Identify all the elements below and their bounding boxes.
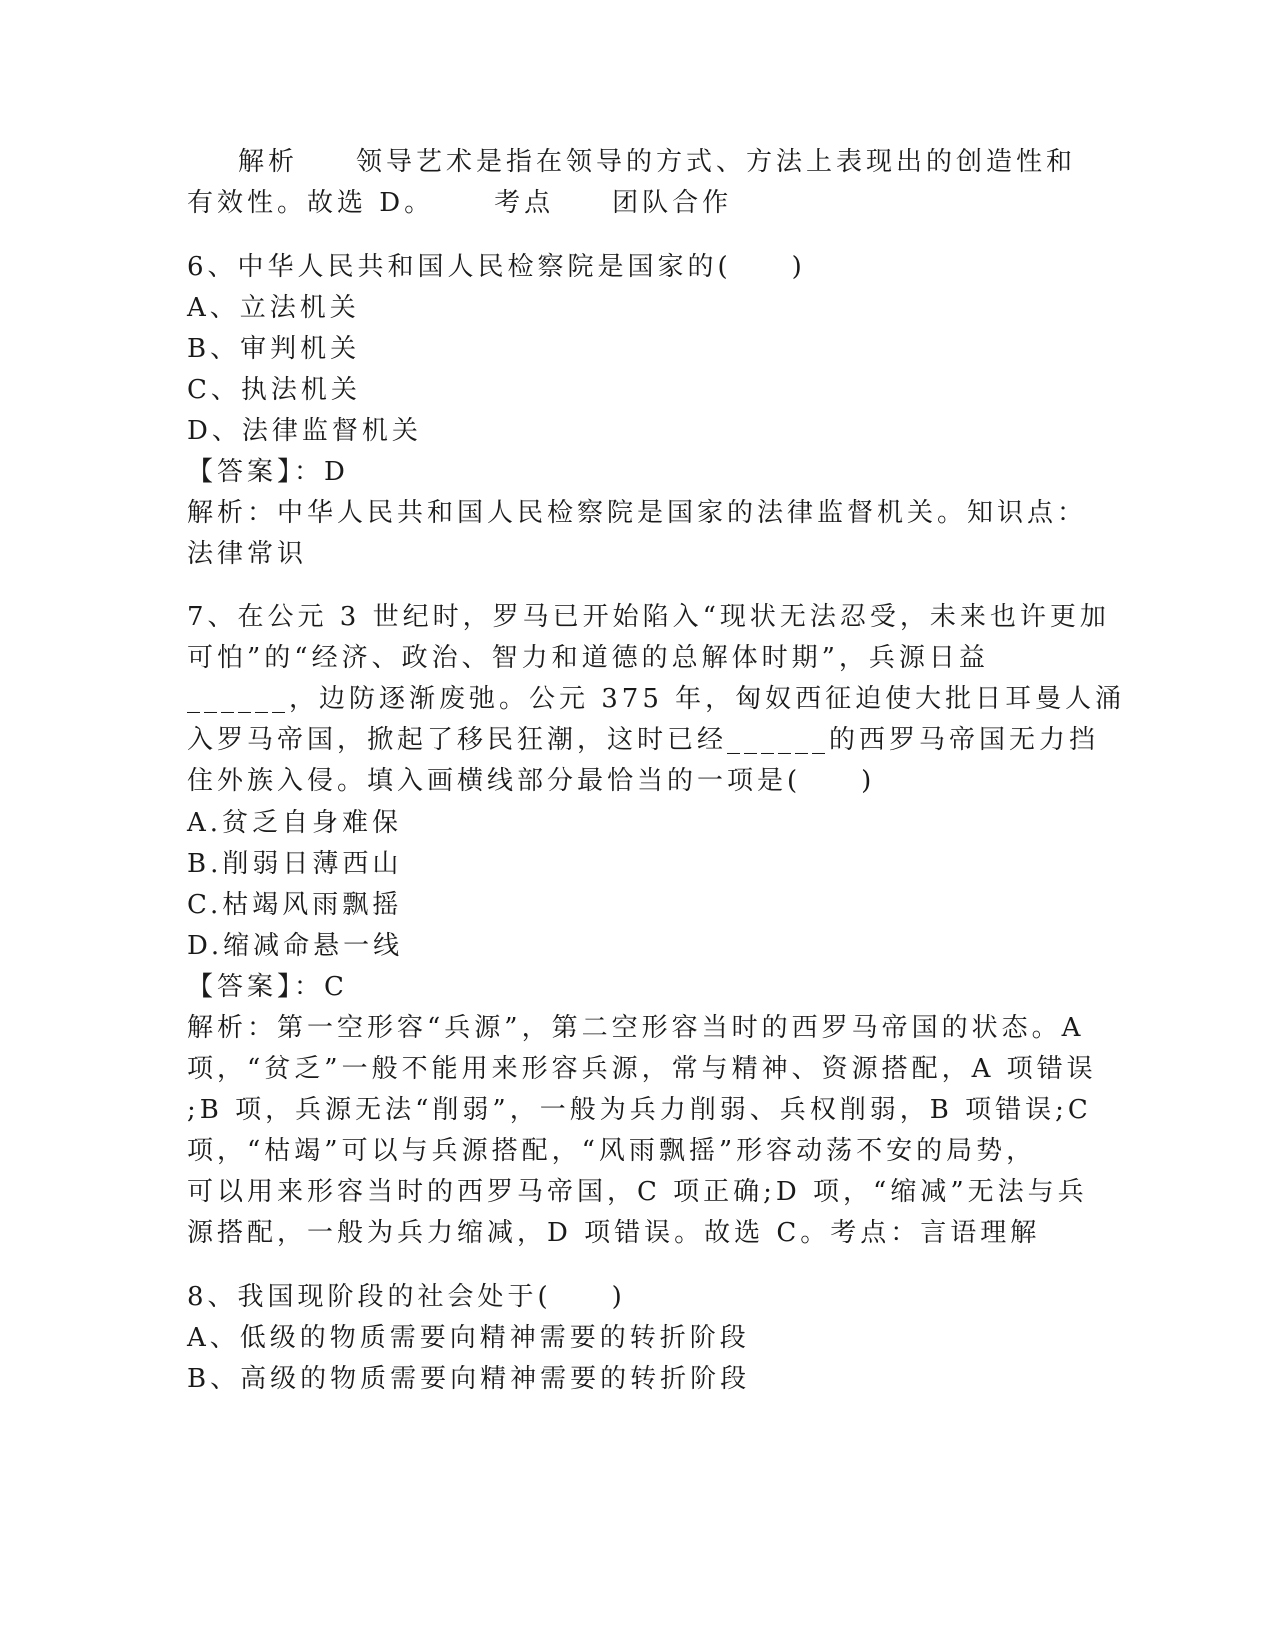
q7-stem-line-5: 住外族入侵。填入画横线部分最恰当的一项是( ): [187, 766, 876, 796]
q7-option-d: D.缩减命悬一线: [187, 931, 404, 961]
q6-option-a: A、立法机关: [187, 293, 360, 323]
q7-analysis-line-4: 项，“枯竭”可以与兵源搭配，“风雨飘摇”形容动荡不安的局势，: [187, 1136, 1037, 1166]
q8-stem: 8、我国现阶段的社会处于( ): [187, 1282, 626, 1312]
q7-analysis-line-3: ;B 项，兵源无法“削弱”，一般为兵力削弱、兵权削弱，B 项错误;C: [187, 1095, 1092, 1125]
q7-stem-line-2: 可怕”的“经济、政治、智力和道德的总解体时期”，兵源日益: [187, 643, 989, 673]
prev-analysis-label: 解析: [238, 147, 299, 177]
q6-analysis-line-2: 法律常识: [187, 539, 308, 569]
q7-analysis-line-2: 项，“贫乏”一般不能用来形容兵源，常与精神、资源搭配，A 项错误: [187, 1054, 1097, 1084]
q6-analysis-line-1: 解析：中华人民共和国人民检察院是国家的法律监督机关。知识点：: [187, 498, 1088, 528]
q7-option-b: B.削弱日薄西山: [187, 849, 403, 879]
q7-analysis-line-1: 解析：第一空形容“兵源”，第二空形容当时的西罗马帝国的状态。A: [187, 1013, 1085, 1043]
q6-stem: 6、中华人民共和国人民检察院是国家的( ): [187, 252, 806, 282]
q7-analysis-line-5: 可以用来形容当时的西罗马帝国，C 项正确;D 项，“缩减”无法与兵: [187, 1177, 1088, 1207]
q7-stem-line-1: 7、在公元 3 世纪时，罗马已开始陷入“现状无法忍受，未来也许更加: [187, 602, 1110, 632]
q7-answer: 【答案】：C: [187, 972, 348, 1002]
prev-analysis-line-2: [187, 186, 732, 220]
q7-stem-line-4: 入罗马帝国，掀起了移民狂潮，这时已经______的西罗马帝国无力挡: [187, 725, 1100, 755]
q8-option-b: B、高级的物质需要向精神需要的转折阶段: [187, 1364, 751, 1394]
q7-analysis-line-6: 源搭配，一般为兵力缩减，D 项错误。故选 C。考点：言语理解: [187, 1218, 1041, 1248]
q7-option-a: A.贫乏自身难保: [187, 808, 403, 838]
q6-option-c: C、执法机关: [187, 375, 361, 405]
q7-option-c: C.枯竭风雨飘摇: [187, 890, 403, 920]
q7-stem-line-3: ______，边防逐渐废弛。公元 375 年，匈奴西征迫使大批日耳曼人涌: [187, 684, 1126, 714]
q6-option-d: D、法律监督机关: [187, 416, 422, 446]
prev-analysis-text-1: 领导艺术是指在领导的方式、方法上表现出的创造性和: [356, 147, 1077, 177]
q6-answer: 【答案】：D: [187, 457, 349, 487]
prev-analysis-line-1: [238, 145, 1076, 179]
prev-analysis-text-2: 有效性。故选 D。: [187, 188, 435, 218]
q6-option-b: B、审判机关: [187, 334, 361, 364]
prev-analysis-point-label: 考点: [494, 188, 555, 218]
q8-option-a: A、低级的物质需要向精神需要的转折阶段: [187, 1323, 750, 1353]
prev-analysis-point-value: 团队合作: [612, 188, 733, 218]
